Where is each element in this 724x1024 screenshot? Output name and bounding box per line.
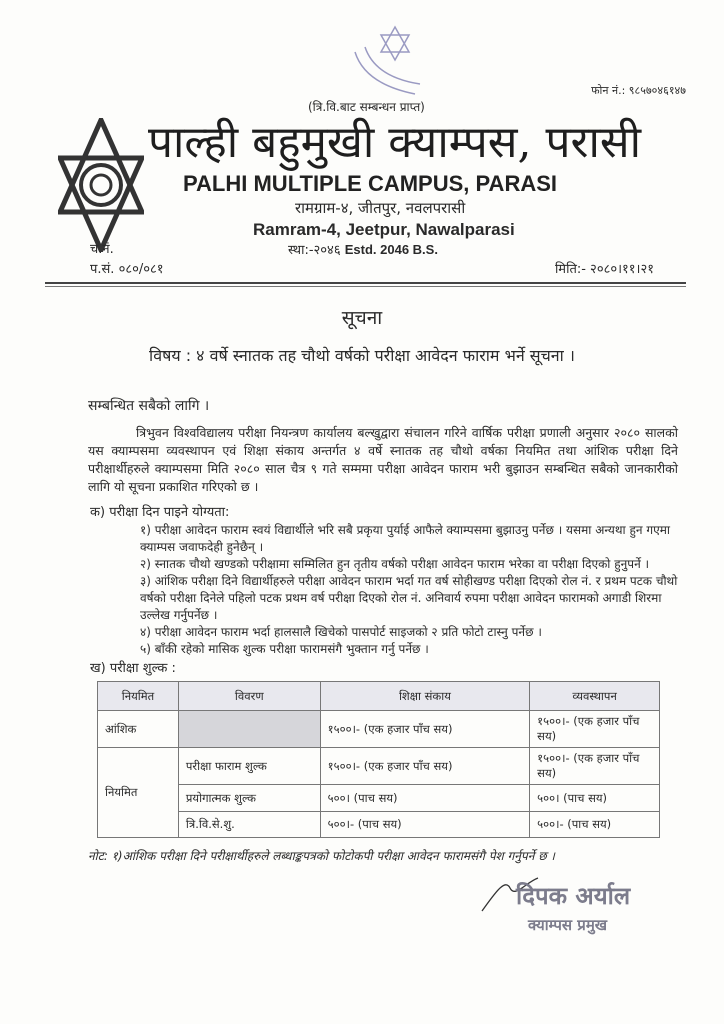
table-row <box>98 812 660 838</box>
education-fee-cell: १५००।- (एक हजार पाँच सय) <box>320 711 530 748</box>
section-fee-heading: ख) परीक्षा शुल्क : <box>90 661 176 676</box>
education-fee-cell: १५००।- (एक हजार पाँच सय) <box>320 748 530 785</box>
estd-nepali: स्था:-२०४६ <box>288 243 341 258</box>
col-header: विवरण <box>178 682 320 711</box>
fee-table <box>97 681 660 838</box>
notice-subject: विषय : ४ वर्षे स्नातक तह चौथो वर्षको परीक्षा आवेदन फाराम भर्ने सूचना । <box>149 346 575 365</box>
management-fee-cell: ५००।- (पाच सय) <box>530 812 660 838</box>
signatory-designation: क्याम्पस प्रमुख <box>528 916 608 934</box>
estd-english: Estd. 2046 B.S. <box>344 242 438 257</box>
notice-heading: सूचना <box>341 307 383 329</box>
management-fee-cell: ५००। (पाच सय) <box>530 785 660 812</box>
table-row <box>98 748 660 785</box>
date: मिति:- २०८०।११।२१ <box>554 262 654 277</box>
fiscal-year: प.सं. ०८०/०८१ <box>90 262 164 277</box>
col-header: नियमित <box>98 682 179 711</box>
signature-block <box>480 873 680 943</box>
category-cell: नियमित <box>98 748 179 838</box>
header-divider <box>45 282 686 284</box>
notice-content <box>88 396 678 943</box>
header-divider-thin <box>45 286 686 287</box>
eligibility-item: ३) आंशिक परीक्षा दिने विद्यार्थीहरुले परीक्षा आवेदन फाराम भर्दा गत वर्ष सोहीखण्ड परीक्षा दिएको रोल नं. र प्रथम पटक चौथो वर्षको परीक्षा दिनेले पहिलो पटक प्रथम वर्ष परीक्षा दिएको रोल नं. अनिवार्य रुपमा परीक्षा आवेदन फारामको अगाडी शिरमा उल्लेख गर्नुपर्नेछ । <box>140 574 678 622</box>
greeting: सम्बन्धित सबैको लागि । <box>88 398 210 414</box>
item-cell: परीक्षा फाराम शुल्क <box>178 748 320 785</box>
note: नोट: १)आंशिक परीक्षा दिने परीक्षार्थीहरुले लब्धाङ्कपत्रको फोटोकपी परीक्षा आवेदन फारामसंगै पेश गर्नुपर्ने छ । <box>88 849 555 863</box>
campus-name-english: PALHI MULTIPLE CAMPUS, PARASI <box>183 171 557 196</box>
campus-stamp <box>345 22 435 98</box>
management-fee-cell: १५००।- (एक हजार पाँच सय) <box>530 711 660 748</box>
established-year <box>288 242 438 259</box>
category-cell: आंशिक <box>98 711 179 748</box>
address-nepali: रामग्राम-४, जीतपुर, नवलपरासी <box>295 199 466 217</box>
col-header: व्यवस्थापन <box>530 682 660 711</box>
item-cell: प्रयोगात्मक शुल्क <box>178 785 320 812</box>
dispatch-number: च.नं. <box>90 242 114 257</box>
col-header: शिक्षा संकाय <box>320 682 530 711</box>
section-eligibility-heading: क) परीक्षा दिन पाइने योग्यता: <box>90 505 230 520</box>
education-fee-cell: ५००। (पाच सय) <box>320 785 530 812</box>
eligibility-item: १) परीक्षा आवेदन फाराम स्वयं विद्यार्थीले भरि सबै प्रकृया पुर्याई आफैले क्याम्पसमा बुझाउनु पर्नेछ । यसमा अन्यथा हुन गएमा क्याम्पस जवाफदेही हुनेछैन् । <box>140 523 671 554</box>
table-row <box>98 711 660 748</box>
item-cell: त्रि.वि.से.शु. <box>178 812 320 838</box>
management-fee-cell: १५००।- (एक हजार पाँच सय) <box>530 748 660 785</box>
education-fee-cell: ५००।- (पाच सय) <box>320 812 530 838</box>
eligibility-item: २) स्नातक चौथो खण्डको परीक्षामा सम्मिलित हुन तृतीय वर्षको परीक्षा आवेदन फाराम भरेका वा परीक्षा दिएको हुनुपर्ने । <box>140 557 650 571</box>
empty-shaded-cell <box>178 711 320 748</box>
eligibility-item: ४) परीक्षा आवेदन फाराम भर्दा हालसालै खिचेको पासपोर्ट साइजको २ प्रति फोटो टास्नु पर्नेछ । <box>140 625 542 639</box>
address-english: Ramram-4, Jeetpur, Nawalparasi <box>253 220 515 239</box>
campus-logo-icon <box>58 118 144 252</box>
eligibility-item: ५) बाँकी रहेको मासिक शुल्क परीक्षा फारामसंगै भुक्तान गर्नु पर्नेछ । <box>140 642 429 656</box>
table-header-row <box>98 682 660 711</box>
table-row <box>98 785 660 812</box>
affiliation-text: (त्रि.वि.बाट सम्बन्धन प्राप्त) <box>308 100 425 114</box>
notice-body: त्रिभुवन विश्वविद्यालय परीक्षा नियन्त्रण कार्यालय बल्खुद्वारा संचालन गरिने वार्षिक परीक्षा प्रणाली अनुसार २०८० सालको यस क्याम्पसमा व्यवस्थापन एवं शिक्षा संकाय अन्तर्गत ४ वर्षे स्नातक तह चौथो वर्षका नियमित तथा आंशिक परीक्षा दिने परीक्षार्थीहरुले क्याम्पसमा मिति २०८० साल चैत्र ९ गते सम्ममा परीक्षा आवेदन फाराम भरी बुझाउन सम्बन्धित सबैको जानकारीको लागि यो सूचना प्रकाशित गरिएको छ । <box>88 425 678 494</box>
signatory-name: दिपक अर्याल <box>516 882 631 910</box>
phone-number: फोन नं.: ९८५७०४६१४७ <box>591 84 686 97</box>
campus-name-nepali: पाल्ही बहुमुखी क्याम्पस, परासी <box>148 117 641 168</box>
